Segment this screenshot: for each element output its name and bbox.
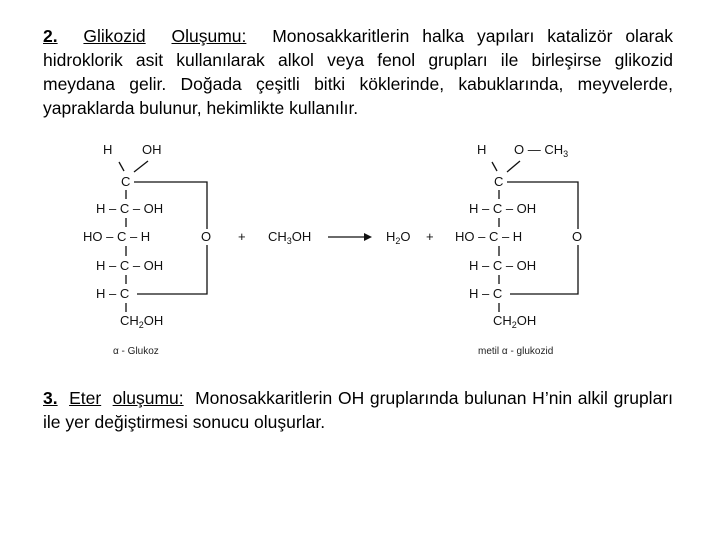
right-row5: H – C: [469, 286, 503, 301]
section-2-term-word2: Oluşumu:: [171, 26, 247, 46]
section-2-text: Monosakkaritlerin halka yapıları katalizör olarak hidroklorik asit kullanılarak alkol veya fenol grupları ile birleşirse glikozid meydana gelir. Doğada çeşitli bitki köklerinde, kabuklarında, meyvelerde, yapraklarda bulunur, hekimlikte kullanılır.: [43, 26, 673, 118]
left-row4: H – C – OH: [96, 258, 164, 273]
section-2-number: 2.: [43, 26, 58, 46]
left-caption: α - Glukoz: [113, 346, 159, 357]
right-c1: C: [494, 174, 504, 189]
section-3-term-word1: Eter: [69, 388, 102, 408]
section-2-term-word1: Glikozid: [83, 26, 146, 46]
right-row3: HO – C – H: [455, 229, 523, 244]
section-3-term-word2: oluşumu:: [112, 388, 184, 408]
reaction-arrow: [328, 233, 372, 241]
left-row3: HO – C – H: [83, 229, 151, 244]
left-row5: H – C: [96, 286, 130, 301]
plus-sign-2: +: [426, 229, 434, 244]
left-top-h: H: [103, 142, 113, 157]
left-c1: C: [121, 174, 131, 189]
section-3-paragraph: [43, 386, 673, 434]
plus-sign-1: +: [238, 229, 246, 244]
left-row2: H – C – OH: [96, 201, 164, 216]
left-ring-oxygen: O: [201, 229, 212, 244]
left-top-oh: OH: [142, 142, 162, 157]
right-top-och3: O — $CH_3$: [514, 142, 569, 159]
alpha-glucose-structure: [83, 142, 211, 357]
left-bottom-ch2oh: $CH_2OH$: [120, 313, 164, 330]
right-top-h: H: [477, 142, 487, 157]
right-row2: H – C – OH: [469, 201, 537, 216]
right-row4: H – C – OH: [469, 258, 537, 273]
methanol-formula: $CH_3OH$: [268, 229, 312, 246]
section-3-text: Monosakkaritlerin OH gruplarında bulunan H’nin alkil grupları ile yer değiştirmesi sonucu oluşurlar.: [43, 388, 673, 432]
methyl-glucoside-structure: [455, 142, 582, 357]
water-formula: $H_2O$: [386, 229, 411, 246]
right-caption: metil α - glukozid: [478, 346, 554, 357]
right-ring-oxygen: O: [572, 229, 583, 244]
right-bottom-ch2oh: $CH_2OH$: [493, 313, 537, 330]
section-3-number: 3.: [43, 388, 58, 408]
